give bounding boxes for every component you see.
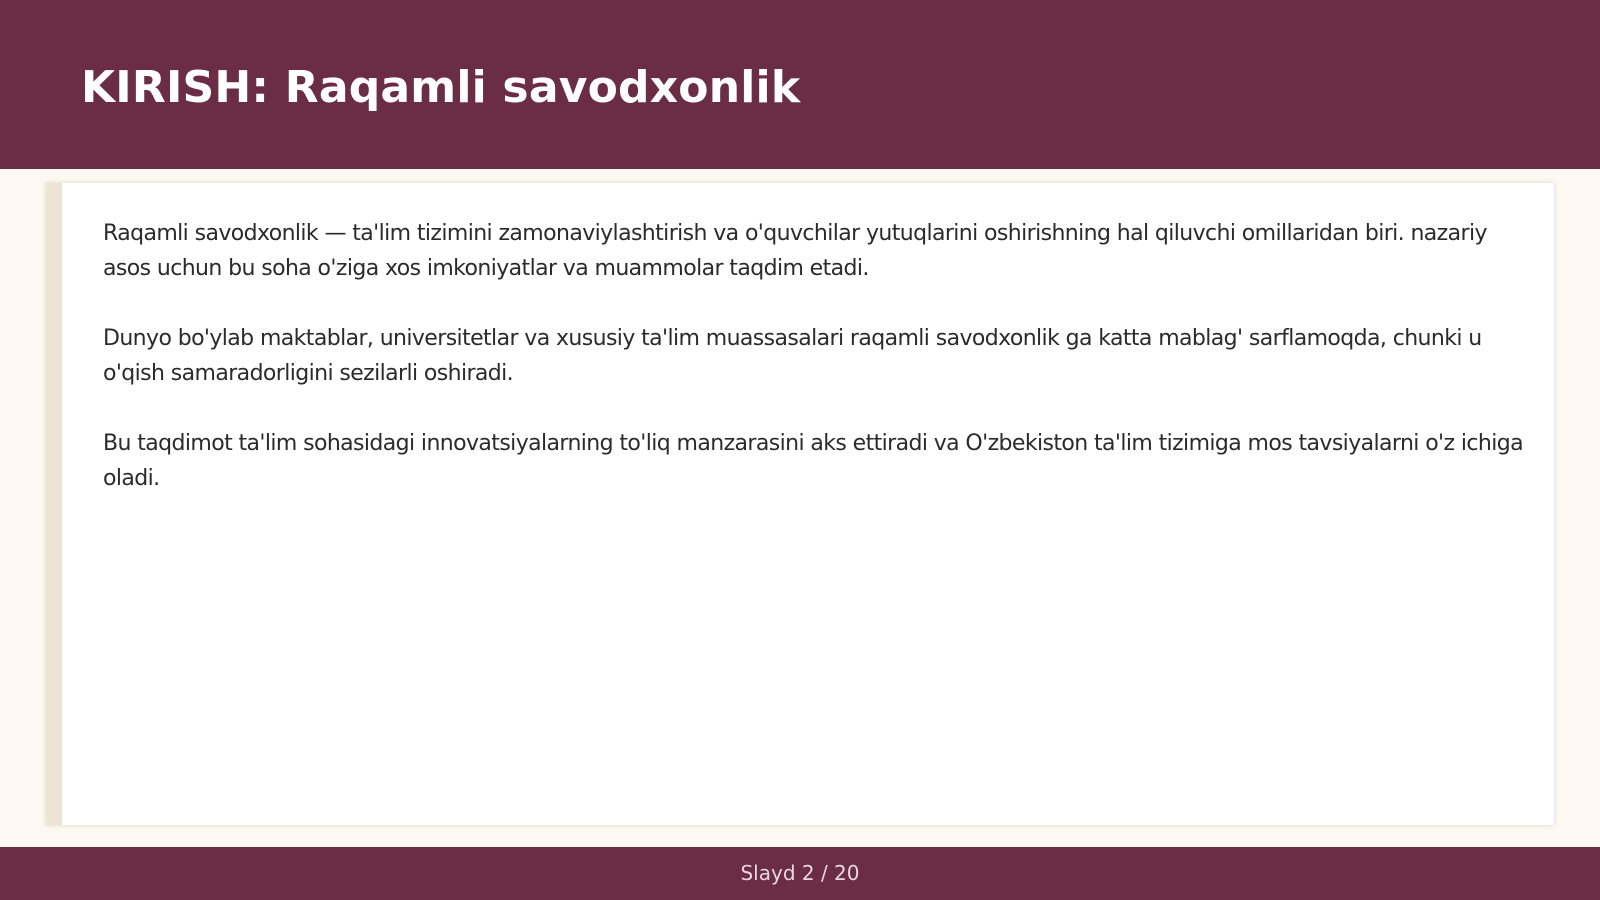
content-card	[46, 183, 1554, 825]
slide-number: Slayd 2 / 20	[740, 861, 860, 885]
content-body	[103, 216, 1523, 531]
paragraph-presentation: Bu taqdimot ta'lim sohasidagi innovatsiyalarning to'liq manzarasini aks ettiradi va O'zbekiston ta'lim tizimiga mos tavsiyalarni o'z ichiga oladi.	[103, 431, 1523, 491]
slide-footer	[0, 847, 1600, 900]
paragraph-world: Dunyo bo'ylab maktablar, universitetlar va xususiy ta'lim muassasalari raqamli savodxonlik ga katta mablag' sarflamoqda, chunki u o'qish samaradorligini sezilarli oshiradi.	[103, 326, 1482, 386]
paragraph-intro: Raqamli savodxonlik — ta'lim tizimini zamonaviylashtirish va o'quvchilar yutuqlarini oshirishning hal qiluvchi omillaridan biri. nazariy asos uchun bu soha o'ziga xos imkoniyatlar va muammolar taqdim etadi.	[103, 221, 1487, 281]
slide-header	[0, 0, 1600, 169]
slide-title: KIRISH: Raqamli savodxonlik	[81, 62, 801, 113]
